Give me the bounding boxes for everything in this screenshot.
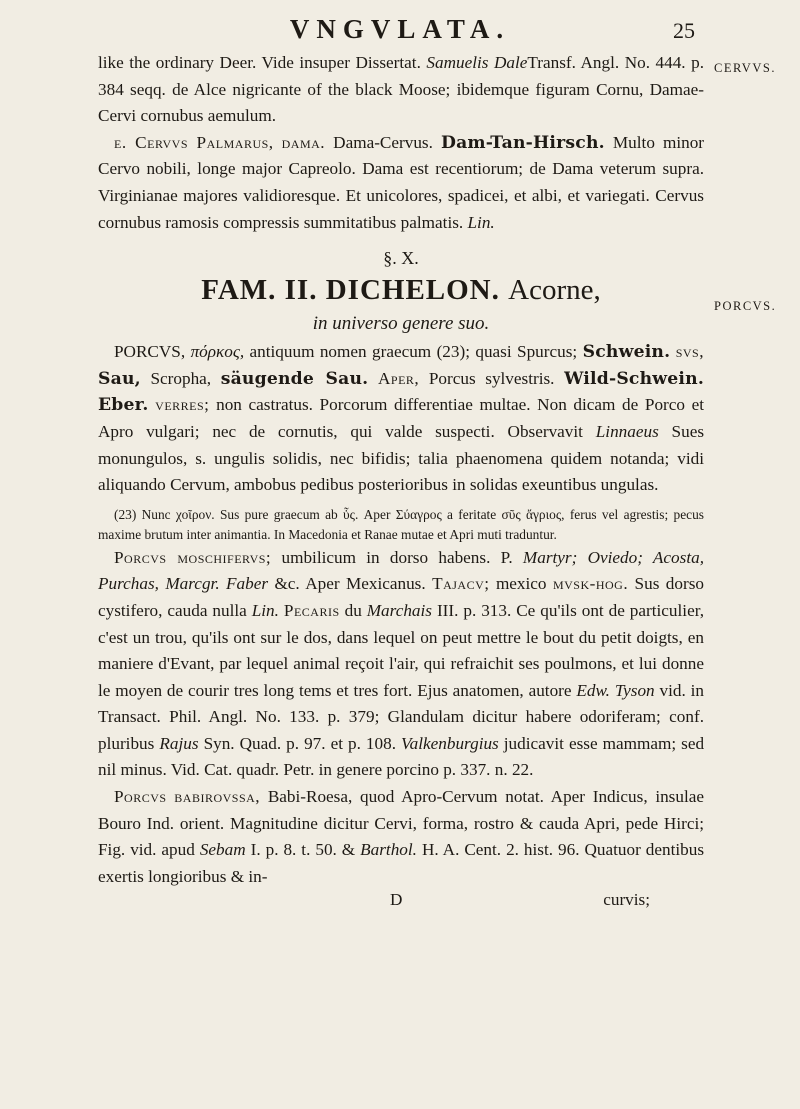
german-name: Wild-Schwein. xyxy=(564,368,705,389)
german-name: Sau, xyxy=(98,368,141,389)
author-names: Martyr; Oviedo; Acosta, Purchas, Marcgr. Faber xyxy=(98,547,705,594)
species-name: mvsk-hog. xyxy=(552,574,629,594)
family-name: FAM. II. DICHELON. xyxy=(201,274,500,307)
family-heading xyxy=(98,271,704,309)
signature-mark: D xyxy=(390,890,403,910)
species-name: Porcvs moschifervs; xyxy=(114,547,272,567)
text-span: like the ordinary Deer. Vide insuper Dissertat. xyxy=(98,53,421,72)
paragraph-dale xyxy=(98,50,704,130)
text-span: Babi-Roesa, quod Apro-Cervum notat. Aper Indicus, insulae Bouro Ind. orient. Magnitudine dicitur Cervi, forma, rostro & cauda Apri, pede Hirci; Fig. vid. apud xyxy=(98,787,705,860)
species-name: Aper, xyxy=(378,368,420,388)
greek-name: πόρκος, xyxy=(190,342,245,362)
text-span: non castratus. Porcorum differentiae multae. Non dicam de Porco et Apro vulgari; nec de cornutis, qui valde suspecti. Observavit xyxy=(98,395,705,441)
author-abbrev: Lin. xyxy=(251,600,279,620)
family-subtitle: in universo genere suo. xyxy=(312,313,490,335)
author-abbrev: Lin. xyxy=(467,212,495,232)
page-foot xyxy=(98,890,704,916)
margin-note-cervus: CERVVS. xyxy=(714,61,776,75)
text-span: vid. in Transact. Phil. Angl. No. 133. p. 379; Glandulam dicitur habere odoriferam; conf. pluribus xyxy=(98,680,704,753)
footnote: (23) Nunc χοῖρον. Sus pure graecum ab ὗς. Aper Σύαγρος a feritate σῦς ἄγριος, ferus vel agrestis; pecus maxime brutum inter animantia. In Macedonia et Ranae mutae et Apri muti traduntur. xyxy=(98,506,704,542)
text-span: Syn. Quad. p. 97. et p. 108. xyxy=(203,733,397,753)
text-span: umbilicum in dorso habens. P. xyxy=(281,547,513,567)
author-name: Marchais xyxy=(366,600,432,620)
text-span: mexico xyxy=(495,574,547,594)
species-name: Tajacv; xyxy=(432,574,490,594)
text-span: Sues monungulos, s. ungulis solidis, nec bifidis; talia phaenomena quidem notanda; vidi aliquando Cervum, ambobus pedibus posterioribus in solidas exeuntibus ungulas. xyxy=(98,421,705,495)
species-name: Porcvs xyxy=(114,787,167,807)
species-name: Pecaris xyxy=(283,600,340,620)
running-title: VNGVLATA. xyxy=(289,14,511,44)
author-name: Valkenburgius xyxy=(401,733,499,753)
text-span: H. A. Cent. 2. hist. 96. Quatuor dentibus exertis longioribus & in- xyxy=(98,840,705,886)
text-span: &c. Aper Mexicanus. xyxy=(274,574,426,594)
text-span: Multo minor Cervo nobili, longe major Capreolo. Dama est recentiorum; de Dama veterum supra. Virginianae majores validioresque. Et unicolores, spadicei, et albi, et variegati. Cervus cornubus ramosis compressis summitatibus palmatis. xyxy=(98,132,705,232)
catchword: curvis; xyxy=(603,890,650,910)
text-span: judicavit esse mammam; sed nil minus. Vid. Cat. quadr. Petr. in genere porcino p. 337. n. 22. xyxy=(98,733,705,780)
paragraph-babirussa xyxy=(98,784,704,890)
author-name: Barthol. xyxy=(360,840,417,860)
german-name: Dam-Tan-Hirsch. xyxy=(440,132,605,153)
author-name: Linnaeus xyxy=(595,421,659,441)
species-name: verres; xyxy=(155,395,210,415)
author-name: Rajus xyxy=(159,733,199,753)
text-span: antiquum nomen graecum (23); quasi Spurcus; xyxy=(249,342,578,362)
page-number: 25 xyxy=(673,18,695,43)
paragraph-porcus xyxy=(98,339,704,499)
body-text xyxy=(98,50,704,916)
author-name: Edw. Tyson xyxy=(576,680,655,700)
species-name: svs, xyxy=(675,342,705,362)
family-common-name: Acorne, xyxy=(508,274,601,307)
german-name: Eber. xyxy=(98,395,149,416)
text-span: III. p. 313. Ce qu'ils ont de particulier, c'est un trou, qu'ils ont sur le dos, dans lequel on peut mettre le bout du petit doigts, en maniere d'Evant, par lequel animal reçoit l'air, qui refraichit ses poulmons, et lui donne le moyen de courir tres long tems et tres fort. Ejus anatomen, autore xyxy=(98,600,705,700)
species-name: ε. Cervvs Palmarus, xyxy=(114,132,274,152)
paragraph-moschiferus xyxy=(98,545,704,784)
text-span: Dama-Cervus. xyxy=(333,132,433,152)
author-name: Samuelis Dale xyxy=(426,53,528,72)
text-span: Sus dorso cystifero, cauda nulla xyxy=(98,574,704,620)
paragraph-cervus-palmarus xyxy=(98,130,704,236)
author-name: Sebam xyxy=(199,840,246,860)
section-number: §. X. xyxy=(383,248,419,269)
species-epithet: babirovssa, xyxy=(174,787,261,807)
text-span: du xyxy=(344,600,362,620)
genus-name: PORCVS, xyxy=(114,342,186,362)
text-span: I. p. 8. t. 50. & xyxy=(250,840,356,860)
margin-note-porcus: PORCVS. xyxy=(714,299,777,313)
german-name: Schwein. xyxy=(582,342,671,363)
running-head xyxy=(0,14,800,44)
text-span: Porcus sylvestris. xyxy=(428,368,555,388)
german-name: säugende Sau. xyxy=(220,368,369,389)
text-span: Transf. Angl. No. 444. p. 384 seqq. de Alce nigricante of the black Moose; ibidemque figuram Cornu, Damae-Cervi cornubus aemulum. xyxy=(98,53,705,126)
species-epithet: dama. xyxy=(281,132,326,152)
text-span: Scropha, xyxy=(150,368,212,388)
